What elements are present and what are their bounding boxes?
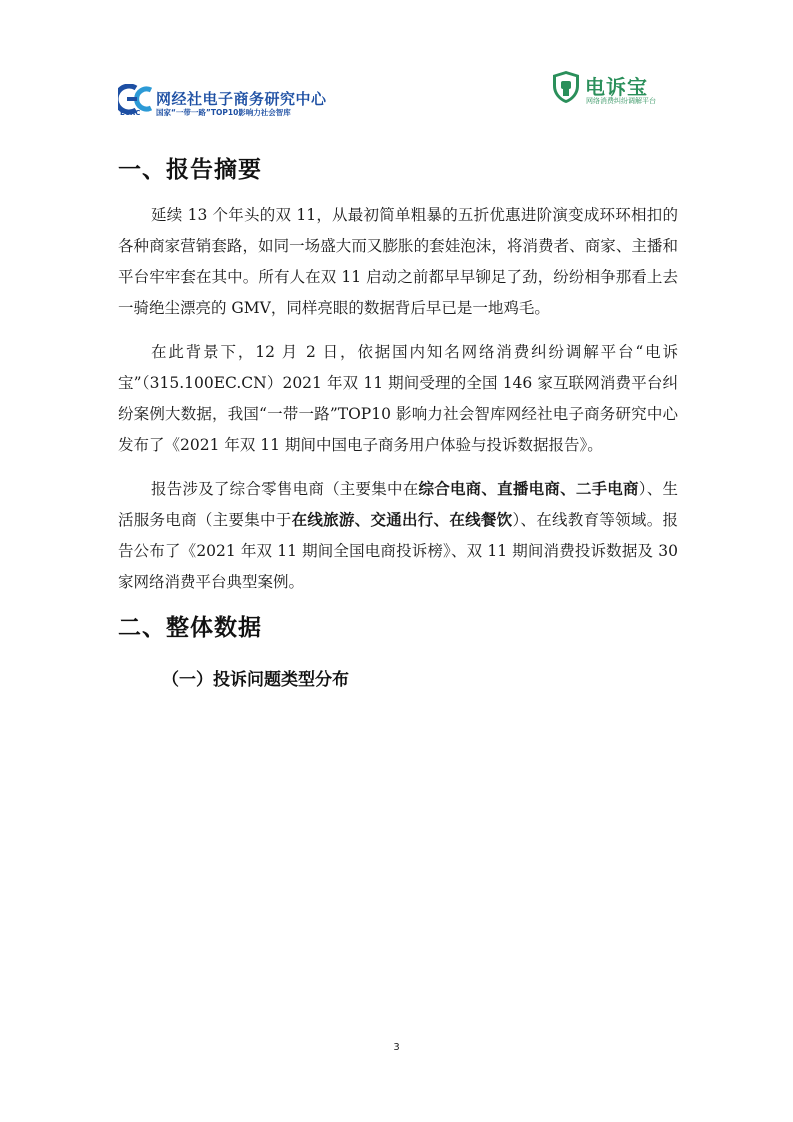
p3-text-a: 报告涉及了综合零售电商（主要集中在 <box>151 480 419 498</box>
ecrc-logo <box>118 84 327 122</box>
section-title-overall: 二、整体数据 <box>118 615 262 641</box>
dsb-logo <box>552 70 692 110</box>
ecrc-abbr: ECRC <box>120 109 141 117</box>
p3-bold-services: 在线旅游、交通出行、在线餐饮 <box>291 511 513 529</box>
shield-fist-icon <box>552 70 580 104</box>
p3-text-c: ）、生活服务电商（主要集中于 <box>118 480 678 529</box>
summary-paragraph-1: 延续 13 个年头的双 11，从最初简单粗暴的五折优惠进阶演变成环环相扣的各种商家营销套路，如同一场盛大而又膨胀的套娃泡沫，将消费者、商家、主播和平台牢牢套在其中。所有人在双 11 启动之前都早早铆足了劲，纷纷相争那看上去一骑绝尘漂亮的 GMV，同样亮眼的数据背后早已是一地鸡毛。 <box>118 206 678 317</box>
ecrc-tagline: 国家“一带一路”TOP10影响力社会智库 <box>156 108 291 117</box>
p3-bold-retail: 综合电商、直播电商、二手电商 <box>418 480 639 498</box>
page-header <box>0 0 793 130</box>
summary-paragraph-2: 在此背景下，12 月 2 日，依据国内知名网络消费纠纷调解平台“电诉宝”（315.100EC.CN）2021 年双 11 期间受理的全国 146 家互联网消费平台纠纷案例大数据，我国“一带一路”TOP10 影响力社会智库网经社电子商务研究中心发布了《2021 年双 11 期间中国电子商务用户体验与投诉数据报告》。 <box>118 343 678 454</box>
section-title-summary: 一、报告摘要 <box>118 157 262 183</box>
page-number: 3 <box>393 1042 400 1053</box>
summary-paragraph-3 <box>118 474 678 598</box>
ecrc-name: 网经社电子商务研究中心 <box>156 90 327 108</box>
dsb-brand-subtitle: 网络消费纠纷调解平台 <box>586 97 656 105</box>
dsb-brand-name: 电诉宝 <box>585 75 648 99</box>
subsection-title-complaint-types: （一）投诉问题类型分布 <box>162 670 349 690</box>
p3-text-d: ）、在线教育等领域。报告公布了《2021 年双 11 期间全国电商投诉榜》、双 11 期间消费投诉数据及 30 家网络消费平台典型案例。 <box>118 511 678 591</box>
